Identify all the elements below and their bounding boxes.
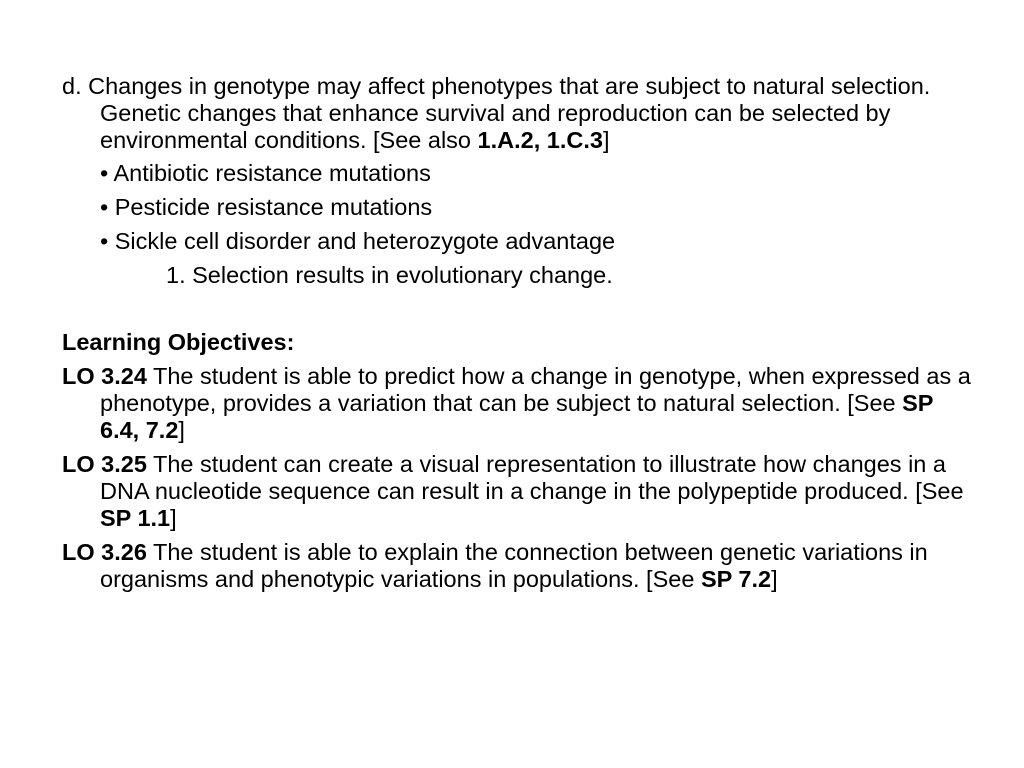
lo-text: The student can create a visual representation to illustrate how changes in a DNA nucleotide sequence can result in a change in the polypeptide produced. [See: [100, 451, 964, 504]
learning-objective-3-24: [62, 363, 972, 444]
lo-close: ]: [771, 566, 778, 592]
lo-code: LO 3.26: [62, 539, 147, 565]
learning-objective-3-26: [62, 539, 972, 593]
lo-code: LO 3.25: [62, 451, 147, 477]
learning-objectives-heading: Learning Objectives:: [62, 329, 295, 355]
slide-content: [62, 73, 972, 600]
bullet-item: • Sickle cell disorder and heterozygote advantage: [100, 228, 616, 254]
lo-code: LO 3.24: [62, 363, 147, 389]
lo-close: ]: [178, 417, 185, 443]
lo-ref: SP 1.1: [100, 505, 171, 531]
section-d-ref: 1.A.2, 1.C.3: [477, 127, 603, 153]
section-d-text: d. Changes in genotype may affect phenotypes that are subject to natural selection. Genetic changes that enhance survival and reproduction can be selected by environmental conditions. [See also: [62, 73, 931, 153]
lo-ref: SP 7.2: [700, 566, 772, 592]
bullet-item: • Pesticide resistance mutations: [100, 194, 433, 220]
section-d-paragraph: [62, 73, 972, 154]
lo-text: The student is able to explain the connection between genetic variations in organisms and phenotypic variations in populations. [See: [100, 539, 928, 592]
section-d-close: ]: [602, 127, 610, 153]
lo-ref: SP 6.4, 7.2: [100, 390, 934, 443]
numbered-item: 1. Selection results in evolutionary change.: [166, 262, 613, 288]
lo-close: ]: [170, 505, 177, 531]
bullet-item: • Antibiotic resistance mutations: [100, 160, 431, 186]
learning-objective-3-25: [62, 451, 972, 532]
lo-text: The student is able to predict how a change in genotype, when expressed as a phenotype, provides a variation that can be subject to natural selection. [See: [100, 363, 971, 416]
